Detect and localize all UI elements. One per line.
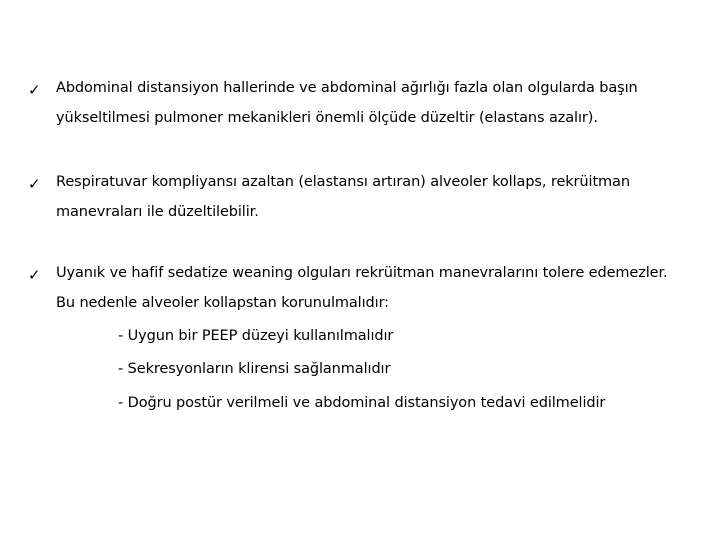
sub-item-3: - Doğru postür verilmeli ve abdominal distansiyon tedavi edilmelidir [118, 395, 606, 411]
sub-item-1: - Uygun bir PEEP düzeyi kullanılmalıdır [118, 328, 394, 344]
bullet-3-line-1: Uyanık ve hafif sedatize weaning olguları rekrüitman manevralarını tolere edemezler. [56, 265, 668, 281]
bullet-2-line-2: manevraları ile düzeltilebilir. [56, 204, 259, 220]
bullet-1-line-2: yükseltilmesi pulmoner mekanikleri önemli ölçüde düzeltir (elastans azalır). [56, 110, 598, 126]
check-icon: ✓ [28, 175, 41, 193]
check-icon: ✓ [28, 266, 41, 284]
check-icon: ✓ [28, 81, 41, 99]
bullet-1-line-1: Abdominal distansiyon hallerinde ve abdominal ağırlığı fazla olan olgularda başın [56, 80, 638, 96]
bullet-3-line-2: Bu nedenle alveoler kollapstan korunulmalıdır: [56, 295, 389, 311]
sub-item-2: - Sekresyonların klirensi sağlanmalıdır [118, 361, 391, 377]
bullet-2-line-1: Respiratuvar kompliyansı azaltan (elastansı artıran) alveoler kollaps, rekrüitman [56, 174, 630, 190]
